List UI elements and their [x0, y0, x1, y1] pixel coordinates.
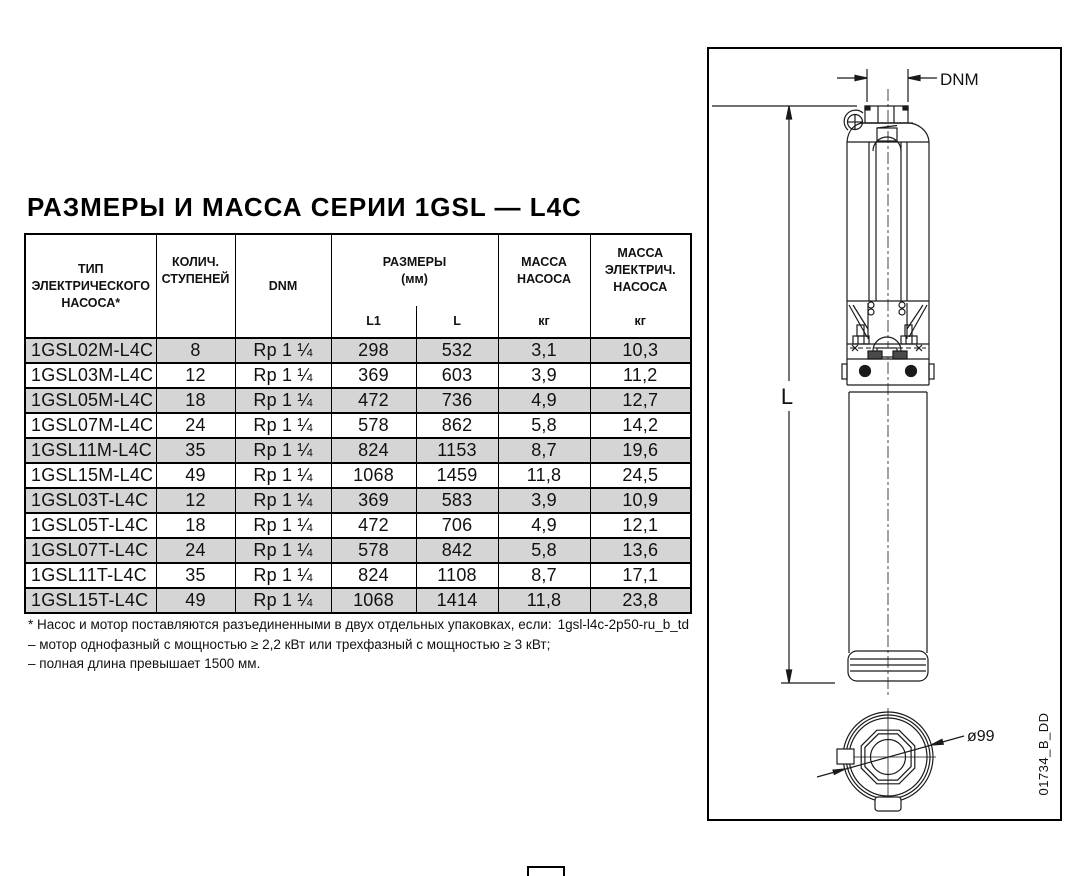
table-header: [25, 234, 691, 338]
cell-electropump-mass-kg: 10,3: [590, 338, 691, 363]
cell-l1: 824: [331, 438, 416, 463]
cell-stages: 12: [156, 363, 235, 388]
arrowhead: [833, 769, 845, 774]
footnote-line-1: * Насос и мотор поставляются разъединенными в двух отдельных упаковках, если:: [28, 617, 552, 632]
side-cable-guard: [837, 749, 854, 764]
cell-l: 532: [416, 338, 498, 363]
header-line: ЭЛЕКТРИЧЕСКОГО: [31, 278, 151, 293]
cell-type: 1GSL15M-L4C: [25, 463, 156, 488]
cell-type: 1GSL02M-L4C: [25, 338, 156, 363]
bottom-view: [837, 708, 936, 811]
cell-l1: 472: [331, 388, 416, 413]
cell-pump-mass-kg: 8,7: [498, 563, 590, 588]
cell-dnm: Rp 1 ¼: [235, 438, 331, 463]
dnm-label: DNM: [940, 70, 979, 89]
cell-type: 1GSL07T-L4C: [25, 538, 156, 563]
header-line: DNM: [268, 278, 298, 293]
cell-electropump-mass-kg: 13,6: [590, 538, 691, 563]
cell-l: 603: [416, 363, 498, 388]
arrowhead: [786, 106, 791, 119]
cell-stages: 24: [156, 413, 235, 438]
col-header-sizes: [331, 234, 498, 338]
cell-pump-mass-kg: 11,8: [498, 588, 590, 613]
cell-stages: 49: [156, 588, 235, 613]
cell-electropump-mass-kg: 12,1: [590, 513, 691, 538]
cell-type: 1GSL11M-L4C: [25, 438, 156, 463]
table-row: [25, 413, 691, 438]
header-line: МАССА: [617, 246, 664, 260]
header-line: СТУПЕНЕЙ: [161, 271, 230, 286]
diameter-label: ø99: [967, 728, 995, 745]
flange-bolt: [906, 366, 917, 377]
cell-l1: 824: [331, 563, 416, 588]
cell-electropump-mass-kg: 23,8: [590, 588, 691, 613]
table-body: [25, 338, 691, 613]
header-line: ТИП: [77, 261, 104, 276]
cell-l1: 1068: [331, 463, 416, 488]
arrowhead: [855, 75, 867, 80]
cell-electropump-mass-kg: 24,5: [590, 463, 691, 488]
table-row: [25, 338, 691, 363]
page-footer-box: [527, 866, 565, 876]
cell-pump-mass-kg: 3,1: [498, 338, 590, 363]
cell-stages: 35: [156, 563, 235, 588]
discharge-port: [860, 106, 913, 123]
dimensions-mass-table: [24, 233, 692, 614]
cell-stages: 12: [156, 488, 235, 513]
cell-type: 1GSL05T-L4C: [25, 513, 156, 538]
cell-type: 1GSL11T-L4C: [25, 563, 156, 588]
cell-pump-mass-kg: 4,9: [498, 388, 590, 413]
col-header-stages: [156, 234, 235, 338]
footnote-line-3: – полная длина превышает 1500 мм.: [28, 656, 261, 671]
drawing-code-label: 01734_B_DD: [1036, 712, 1051, 796]
cell-pump-mass-kg: 4,9: [498, 513, 590, 538]
cell-l: 706: [416, 513, 498, 538]
header-line: (мм): [401, 271, 428, 286]
table-row: [25, 513, 691, 538]
cell-stages: 49: [156, 463, 235, 488]
cell-pump-mass-kg: 11,8: [498, 463, 590, 488]
table-row: [25, 488, 691, 513]
header-line: НАСОСА: [517, 271, 571, 286]
pump-drawing-frame: [707, 47, 1062, 821]
cell-l: 1459: [416, 463, 498, 488]
cell-l: 1414: [416, 588, 498, 613]
flange-bolt: [860, 366, 871, 377]
cell-dnm: Rp 1 ¼: [235, 488, 331, 513]
bottom-cable-guard: [875, 797, 901, 811]
cell-pump-mass-kg: 3,9: [498, 488, 590, 513]
cell-stages: 35: [156, 438, 235, 463]
col-header-pump-mass: [498, 234, 590, 338]
arrowhead: [931, 739, 943, 745]
cell-electropump-mass-kg: 10,9: [590, 488, 691, 513]
cell-dnm: Rp 1 ¼: [235, 513, 331, 538]
dnm-dimension: [837, 69, 937, 102]
header-line: КОЛИЧ.: [171, 254, 220, 269]
cell-l1: 578: [331, 413, 416, 438]
cell-electropump-mass-kg: 11,2: [590, 363, 691, 388]
table-row: [25, 588, 691, 613]
cell-l1: 298: [331, 338, 416, 363]
subheader-pump-mass-unit: кг: [538, 314, 550, 328]
footnote-line-2: – мотор однофазный с мощностью ≥ 2,2 кВт или трехфазный с мощностью ≥ 3 кВт;: [28, 636, 551, 652]
dimensions-table-wrapper: [24, 233, 692, 614]
table-row: [25, 563, 691, 588]
cell-dnm: Rp 1 ¼: [235, 538, 331, 563]
cable-section: [893, 351, 907, 359]
cell-electropump-mass-kg: 12,7: [590, 388, 691, 413]
header-line: РАЗМЕРЫ: [382, 254, 447, 269]
table-row: [25, 463, 691, 488]
cell-type: 1GSL07M-L4C: [25, 413, 156, 438]
cell-dnm: Rp 1 ¼: [235, 588, 331, 613]
cell-type: 1GSL03M-L4C: [25, 363, 156, 388]
pump-technical-drawing: [709, 49, 1060, 819]
cell-l1: 369: [331, 488, 416, 513]
table-row: [25, 438, 691, 463]
cell-l1: 472: [331, 513, 416, 538]
page-title: РАЗМЕРЫ И МАССА СЕРИИ 1GSL — L4C: [27, 192, 582, 222]
cell-stages: 18: [156, 513, 235, 538]
footnotes: [28, 615, 689, 674]
cell-dnm: Rp 1 ¼: [235, 563, 331, 588]
arrowhead: [786, 670, 791, 683]
cell-dnm: Rp 1 ¼: [235, 388, 331, 413]
cell-pump-mass-kg: 5,8: [498, 413, 590, 438]
cable-cover: [873, 126, 901, 152]
cell-l: 862: [416, 413, 498, 438]
header-line: НАСОСА: [613, 280, 668, 294]
header-line: ЭЛЕКТРИЧ.: [604, 263, 676, 277]
cell-type: 1GSL05M-L4C: [25, 388, 156, 413]
cell-electropump-mass-kg: 17,1: [590, 563, 691, 588]
header-line: МАССА: [521, 254, 567, 269]
cell-l1: 1068: [331, 588, 416, 613]
table-row: [25, 388, 691, 413]
subheader-electropump-mass-unit: кг: [634, 314, 646, 328]
col-header-electropump-mass: [590, 234, 691, 338]
cell-pump-mass-kg: 3,9: [498, 363, 590, 388]
cell-l1: 369: [331, 363, 416, 388]
cell-electropump-mass-kg: 19,6: [590, 438, 691, 463]
cell-dnm: Rp 1 ¼: [235, 413, 331, 438]
cell-l: 1153: [416, 438, 498, 463]
cell-dnm: Rp 1 ¼: [235, 338, 331, 363]
file-code: 1gsl-l4c-2p50-ru_b_td: [557, 617, 689, 632]
header-line: НАСОСА*: [61, 295, 121, 310]
cell-pump-mass-kg: 8,7: [498, 438, 590, 463]
cell-l: 1108: [416, 563, 498, 588]
cell-dnm: Rp 1 ¼: [235, 463, 331, 488]
cell-l: 583: [416, 488, 498, 513]
cell-pump-mass-kg: 5,8: [498, 538, 590, 563]
col-header-dnm: [235, 234, 331, 338]
cell-stages: 8: [156, 338, 235, 363]
cable-section: [868, 351, 882, 359]
cell-l: 842: [416, 538, 498, 563]
cell-l1: 578: [331, 538, 416, 563]
table-row: [25, 363, 691, 388]
subheader-l: L: [416, 306, 498, 337]
cell-l: 736: [416, 388, 498, 413]
cell-dnm: Rp 1 ¼: [235, 363, 331, 388]
cell-stages: 18: [156, 388, 235, 413]
arrowhead: [908, 75, 920, 80]
table-row: [25, 538, 691, 563]
subheader-l1: L1: [366, 314, 381, 328]
cell-type: 1GSL15T-L4C: [25, 588, 156, 613]
length-label: L: [780, 384, 794, 409]
col-header-pump-type: [25, 234, 156, 338]
cell-stages: 24: [156, 538, 235, 563]
cell-electropump-mass-kg: 14,2: [590, 413, 691, 438]
cell-type: 1GSL03T-L4C: [25, 488, 156, 513]
